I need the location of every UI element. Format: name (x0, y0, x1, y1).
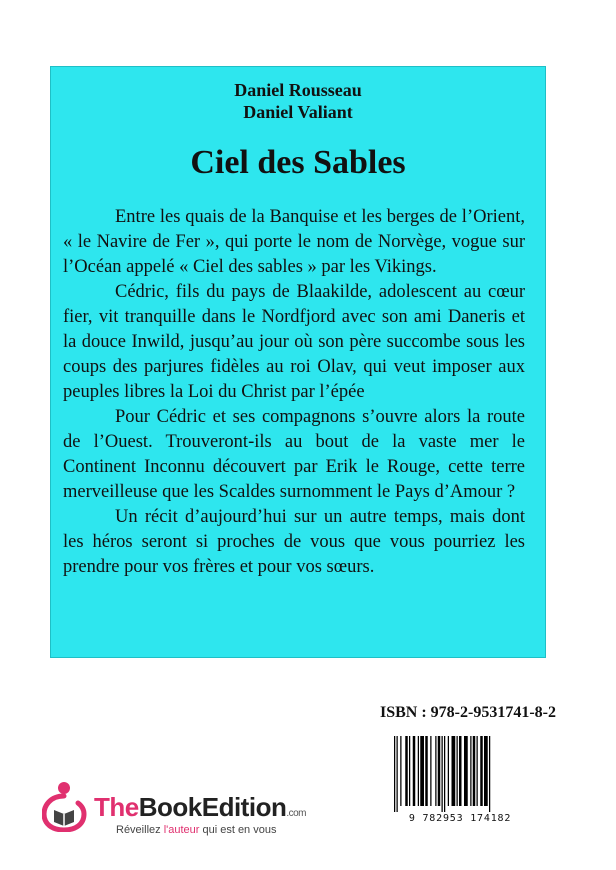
publisher-tagline (116, 824, 276, 836)
book-summary (63, 205, 525, 580)
barcode-bar (400, 736, 401, 806)
publisher-name-suffix: .com (286, 808, 306, 819)
isbn-barcode (392, 736, 528, 828)
barcode-bar (484, 736, 488, 806)
barcode-bar (448, 736, 449, 806)
barcode-bar (477, 736, 478, 806)
barcode-digits: 9 782953 174182 (408, 813, 512, 824)
summary-paragraph: Entre les quais de la Banquise et les berges de l’Orient, « le Navire de Fer », qui porte le nom de Norvège, vogue sur l’Océan appelé « Ciel des sables » par les Vikings. (63, 207, 525, 277)
barcode-bar (480, 736, 483, 806)
barcode-bar (418, 736, 419, 806)
barcode-bar (413, 736, 416, 806)
publisher-name-prefix: The (94, 792, 139, 822)
author-name: Daniel Rousseau (234, 80, 362, 100)
book-title: Ciel des Sables (190, 144, 406, 181)
summary-paragraph: Pour Cédric et ses compagnons s’ouvre alors la route de l’Ouest. Trouveront-ils au bout de la vaste mer le Continent Inconnu découvert par Erik le Rouge, cette terre merveilleuse que les Scaldes surnomment le Pays d’Amour ? (63, 407, 525, 502)
back-cover-panel (50, 66, 546, 658)
barcode-bar (438, 736, 441, 806)
isbn-label: ISBN : 978-2-9531741-8-2 (380, 704, 556, 721)
tagline-accent: l'auteur (163, 824, 200, 836)
barcode-bar (394, 736, 395, 812)
barcode-bar (405, 736, 408, 806)
summary-paragraph: Un récit d’aujourd’hui sur un autre temps, mais dont les héros seront si proches de vous que vous pourriez les prendre pour vos frères et pour vos sœurs. (63, 507, 525, 577)
author-name: Daniel Valiant (243, 102, 353, 122)
barcode-bar (470, 736, 471, 806)
barcode-bar (442, 736, 443, 812)
tagline-end: qui est en vous (199, 824, 277, 836)
summary-paragraph: Cédric, fils du pays de Blaakilde, adolescent au cœur fier, vit tranquille dans le Nordfjord avec son ami Daneris et la douce Inwild, jusqu’au jour où son père succombe sous les coups des parjures fidèles au roi Olav, qui veut imposer aux peuples libres la Loi du Christ par l’épée (63, 282, 525, 402)
barcode-bar (457, 736, 458, 806)
barcode-bar (444, 736, 445, 812)
barcode-bar (430, 736, 431, 806)
barcode-bar (435, 736, 436, 806)
barcode-bar (464, 736, 468, 806)
publisher-logo (42, 780, 342, 840)
barcode-bar (420, 736, 424, 806)
barcode-bar (489, 736, 490, 812)
barcode-bar (459, 736, 462, 806)
barcode-bar (409, 736, 410, 806)
barcode-bar (397, 736, 398, 812)
author-list (51, 79, 545, 123)
publisher-name (94, 792, 306, 823)
barcode-bar (452, 736, 456, 806)
tagline-start: Réveillez (116, 824, 164, 836)
barcode-bars (392, 736, 528, 812)
barcode-bar (425, 736, 428, 806)
barcode-bar (473, 736, 476, 806)
publisher-name-main: BookEdition (138, 792, 287, 822)
person-book-logo-icon (42, 780, 88, 832)
